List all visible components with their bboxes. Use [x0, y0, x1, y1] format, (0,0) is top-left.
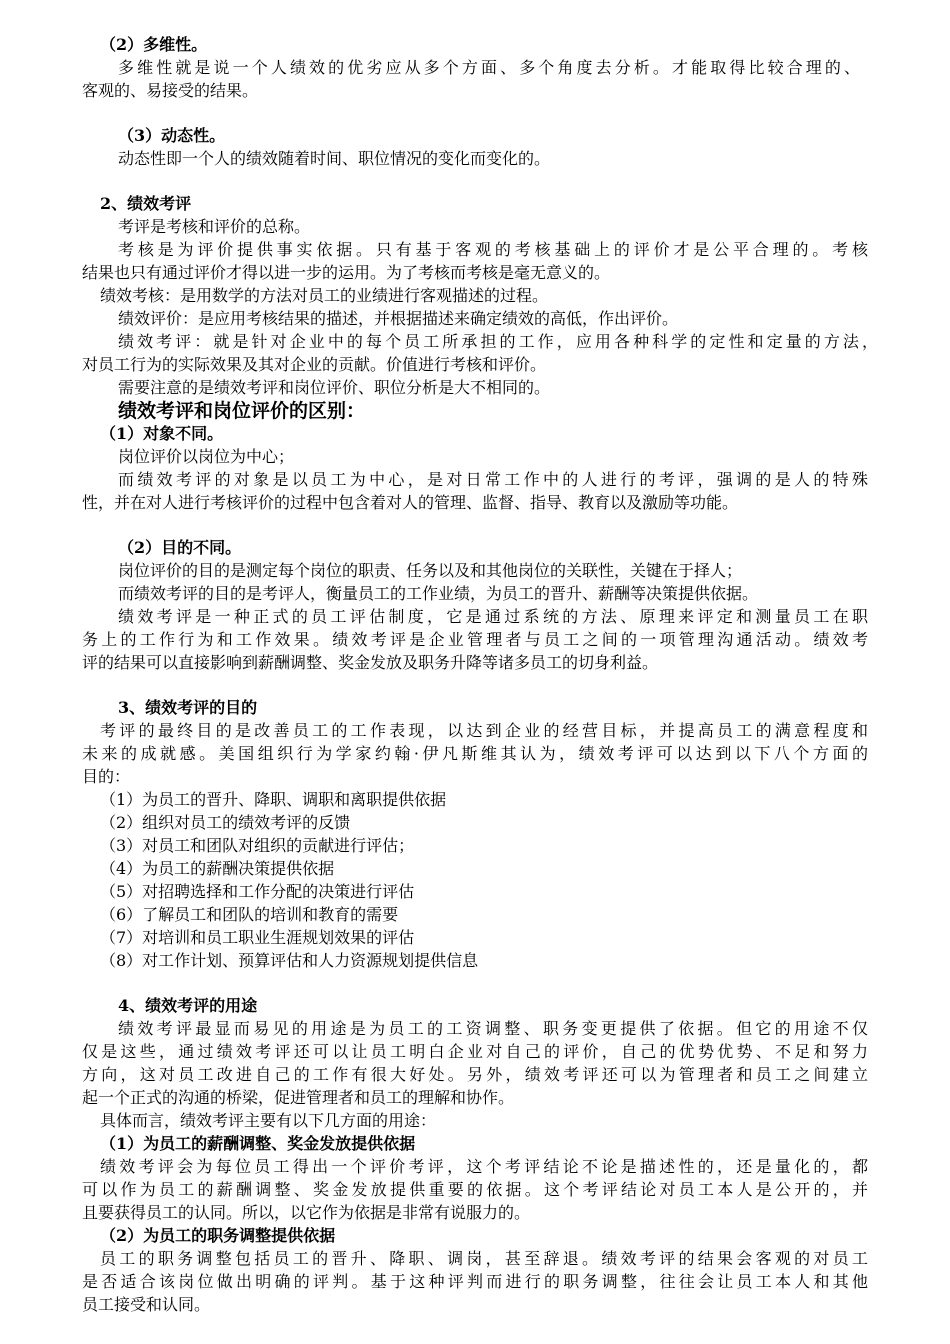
paragraph-line: 客观的、易接受的结果。: [82, 81, 259, 100]
paragraph-line: 绩效考评最显而易见的用途是为员工的工资调整、职务变更提供了依据。但它的用途不仅: [118, 1019, 868, 1038]
paragraph-line: 对员工行为的实际效果及其对企业的贡献。价值进行考核和评价。: [82, 355, 547, 374]
heading-purpose-differs: （2）目的不同。: [118, 538, 242, 557]
differences-title: 绩效考评和岗位评价的区别：: [118, 400, 366, 422]
heading-object-differs: （1）对象不同。: [100, 424, 224, 443]
list-item: （2）组织对员工的绩效考评的反馈: [100, 813, 351, 832]
heading-position-basis: （2）为员工的职务调整提供依据: [100, 1226, 336, 1245]
paragraph-line: 绩效考评：就是针对企业中的每个员工所承担的工作，应用各种科学的定性和定量的方法，: [118, 332, 878, 351]
paragraph-line: 绩效考核：是用数学的方法对员工的业绩进行客观描述的过程。: [100, 286, 549, 305]
paragraph-line: 员工的职务调整包括员工的晋升、降职、调岗，甚至辞退。绩效考评的结果会客观的对员工: [100, 1249, 868, 1268]
heading-salary-basis: （1）为员工的薪酬调整、奖金发放提供依据: [100, 1134, 416, 1153]
paragraph-line: 考评是考核和评价的总称。: [118, 217, 311, 236]
paragraph-line: 性，并在对人进行考核评价的过程中包含着对人的管理、监督、指导、教育以及激励等功能。: [82, 493, 739, 512]
paragraph-line: 结果也只有通过评价才得以进一步的运用。为了考核而考核是毫无意义的。: [82, 263, 611, 282]
paragraph-line: 绩效评价：是应用考核结果的描述，并根据描述来确定绩效的高低，作出评价。: [118, 309, 679, 328]
paragraph-line: 员工接受和认同。: [82, 1295, 211, 1314]
paragraph-line: 具体而言，绩效考评主要有以下几方面的用途：: [100, 1111, 437, 1130]
paragraph-line: 考评的最终目的是改善员工的工作表现，以达到企业的经营目标，并提高员工的满意程度和: [100, 721, 868, 740]
list-item: （1）为员工的晋升、降职、调职和离职提供依据: [100, 790, 447, 809]
paragraph-line: 岗位评价的目的是测定每个岗位的职责、任务以及和其他岗位的关联性，关键在于择人；: [118, 561, 743, 580]
paragraph-line: 多维性就是说一个人绩效的优劣应从多个方面、多个角度去分析。才能取得比较合理的、: [118, 58, 860, 77]
paragraph-line: 可以作为员工的薪酬调整、奖金发放提供重要的依据。这个考评结论对员工本人是公开的，并: [82, 1180, 868, 1199]
paragraph-line: 评的结果可以直接影响到薪酬调整、奖金发放及职务升降等诸多员工的切身利益。: [82, 653, 659, 672]
paragraph-line: 是否适合该岗位做出明确的评判。基于这种评判而进行的职务调整，往往会让员工本人和其他: [82, 1272, 868, 1291]
paragraph-line: 岗位评价以岗位为中心；: [118, 447, 295, 466]
list-item: （5）对招聘选择和工作分配的决策进行评估: [100, 882, 415, 901]
heading-dynamic: （3）动态性。: [118, 126, 226, 145]
list-item: （3）对员工和团队对组织的贡献进行评估；: [100, 836, 415, 855]
paragraph-line: 绩效考评是一种正式的员工评估制度，它是通过系统的方法、原理来评定和测量员工在职: [118, 607, 868, 626]
section-heading-uses: 4、绩效考评的用途: [118, 996, 258, 1015]
paragraph-line: 仅是这些，通过绩效考评还可以让员工明白企业对自己的评价，自己的优势优势、不足和努力: [82, 1042, 868, 1061]
list-item: （7）对培训和员工职业生涯规划效果的评估: [100, 928, 415, 947]
paragraph-line: 目的：: [82, 767, 131, 786]
paragraph-line: 而绩效考评的对象是以员工为中心，是对日常工作中的人进行的考评，强调的是人的特殊: [118, 470, 868, 489]
list-item: （4）为员工的薪酬决策提供依据: [100, 859, 335, 878]
paragraph-line: 需要注意的是绩效考评和岗位评价、职位分析是大不相同的。: [118, 378, 551, 397]
list-item: （6）了解员工和团队的培训和教育的需要: [100, 905, 399, 924]
section-heading-performance-appraisal: 2、绩效考评: [100, 194, 192, 213]
paragraph-line: 务上的工作行为和工作效果。绩效考评是企业管理者与员工之间的一项管理沟通活动。绩效考: [82, 630, 868, 649]
paragraph-line: 方向，这对员工改进自己的工作有很大好处。另外，绩效考评还可以为管理者和员工之间建立: [82, 1065, 868, 1084]
paragraph-line: 且要获得员工的认同。所以，以它作为依据是非常有说服力的。: [82, 1203, 531, 1222]
paragraph-line: 未来的成就感。美国组织行为学家约翰·伊凡斯维其认为，绩效考评可以达到以下八个方面的: [82, 744, 868, 763]
paragraph-line: 而绩效考评的目的是考评人，衡量员工的工作业绩，为员工的晋升、薪酬等决策提供依据。: [118, 584, 759, 603]
heading-multidimensional: （2）多维性。: [100, 35, 208, 54]
paragraph-line: 起一个正式的沟通的桥梁，促进管理者和员工的理解和协作。: [82, 1088, 515, 1107]
paragraph-line: 绩效考评会为每位员工得出一个评价考评，这个考评结论不论是描述性的，还是量化的，都: [100, 1157, 868, 1176]
paragraph-line: 动态性即一个人的绩效随着时间、职位情况的变化而变化的。: [118, 149, 551, 168]
list-item: （8）对工作计划、预算评估和人力资源规划提供信息: [100, 951, 479, 970]
section-heading-purpose: 3、绩效考评的目的: [118, 698, 258, 717]
paragraph-line: 考核是为评价提供事实依据。只有基于客观的考核基础上的评价才是公平合理的。考核: [118, 240, 868, 259]
